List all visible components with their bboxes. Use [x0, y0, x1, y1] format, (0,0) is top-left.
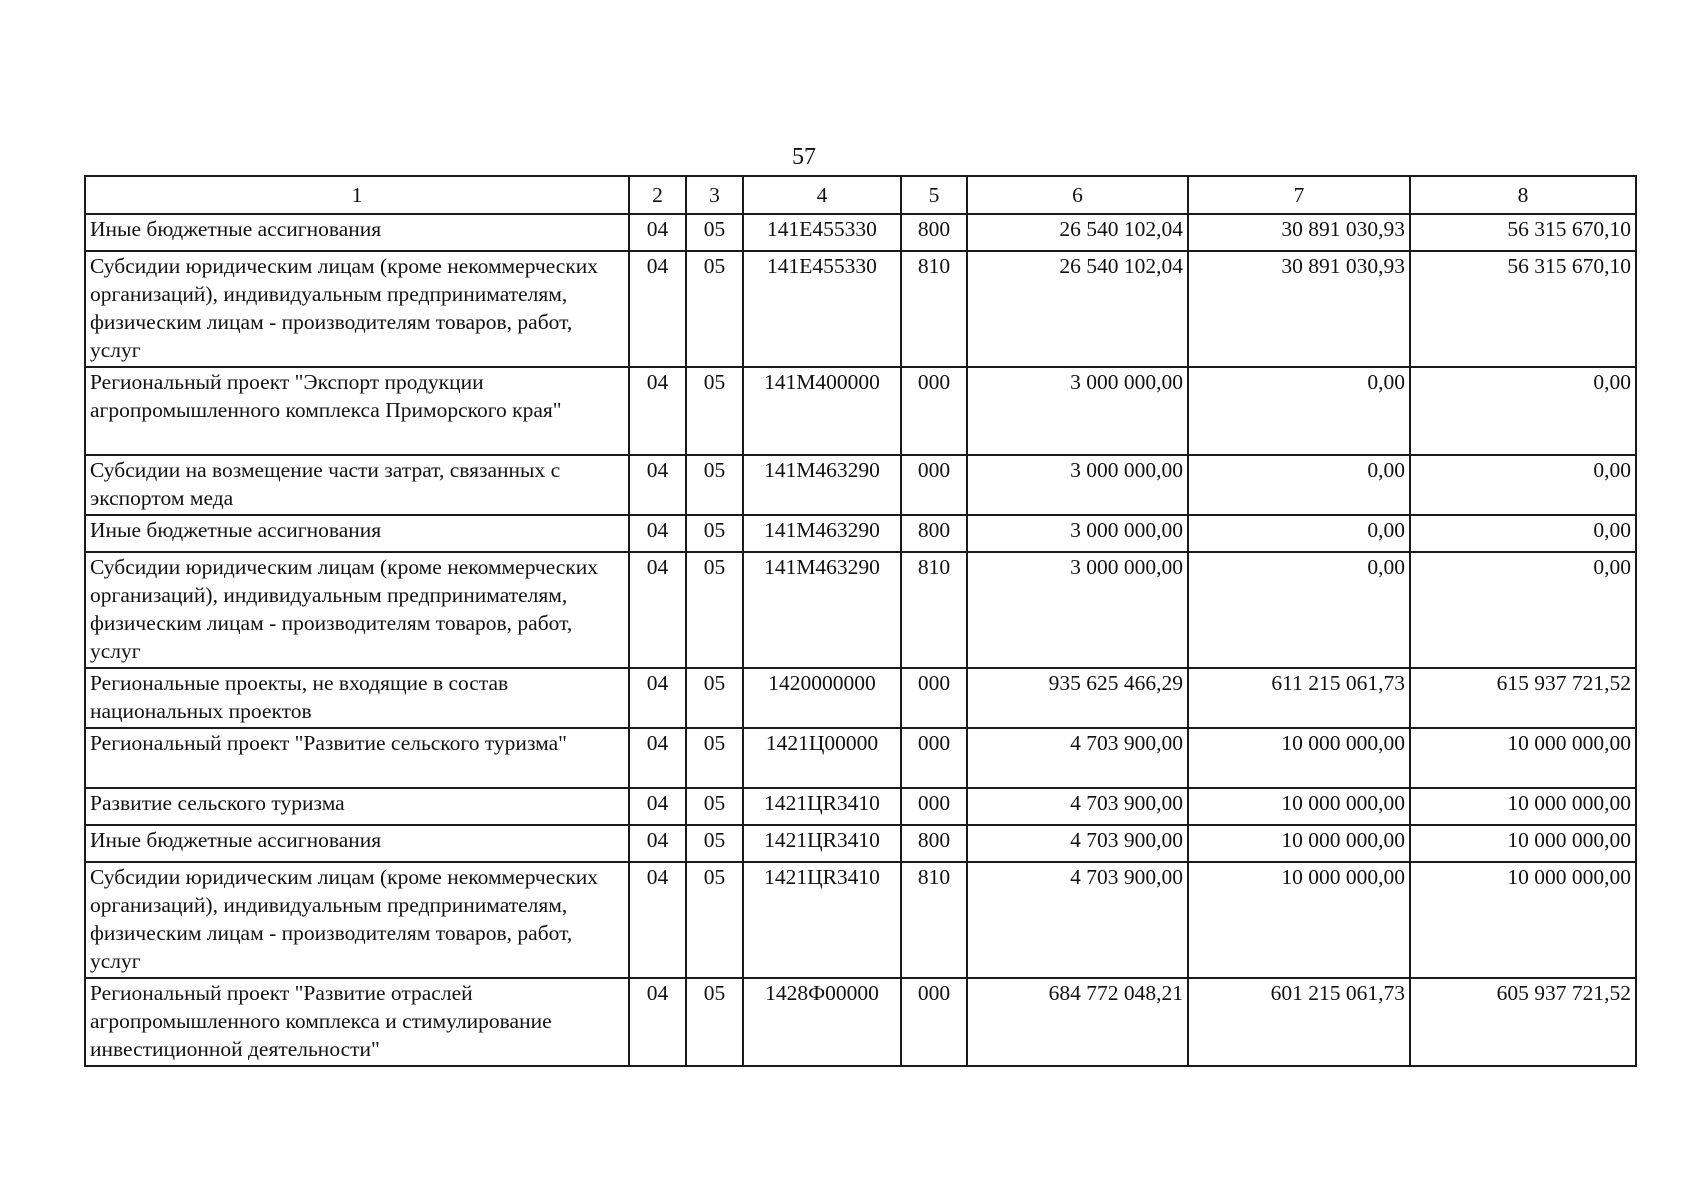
row-subsection: 05 — [686, 515, 743, 552]
row-section: 04 — [629, 251, 686, 367]
column-header-6: 6 — [967, 176, 1188, 214]
table-row — [85, 978, 1636, 1066]
row-expense-type: 800 — [901, 825, 967, 862]
row-amount-7: 10 000 000,00 — [1188, 862, 1410, 978]
column-header-5: 5 — [901, 176, 967, 214]
row-amount-6: 26 540 102,04 — [967, 214, 1188, 251]
header-row — [85, 176, 1636, 214]
row-name: Субсидии юридическим лицам (кроме некоммерческих организаций), индивидуальным предпринимателям, физическим лицам - производителям товаров, работ, услуг — [85, 251, 629, 367]
row-target-code: 141M463290 — [743, 515, 901, 552]
row-target-code: 1421ЦR3410 — [743, 825, 901, 862]
row-expense-type: 000 — [901, 367, 967, 455]
table-row — [85, 668, 1636, 728]
row-expense-type: 810 — [901, 862, 967, 978]
row-name: Региональный проект "Развитие сельского туризма" — [85, 728, 629, 788]
row-expense-type: 800 — [901, 515, 967, 552]
row-target-code: 1428Ф00000 — [743, 978, 901, 1066]
row-amount-6: 3 000 000,00 — [967, 455, 1188, 515]
row-amount-8: 0,00 — [1410, 552, 1636, 668]
row-name: Региональный проект "Экспорт продукции агропромышленного комплекса Приморского края" — [85, 367, 629, 455]
row-amount-7: 0,00 — [1188, 367, 1410, 455]
row-target-code: 1421ЦR3410 — [743, 788, 901, 825]
row-target-code: 1421Ц00000 — [743, 728, 901, 788]
row-amount-8: 0,00 — [1410, 455, 1636, 515]
row-amount-7: 30 891 030,93 — [1188, 251, 1410, 367]
row-name: Региональный проект "Развитие отраслей агропромышленного комплекса и стимулирование инвестиционной деятельности" — [85, 978, 629, 1066]
table-row — [85, 825, 1636, 862]
table-row — [85, 552, 1636, 668]
row-subsection: 05 — [686, 367, 743, 455]
row-amount-6: 3 000 000,00 — [967, 552, 1188, 668]
table-row — [85, 788, 1636, 825]
row-target-code: 141E455330 — [743, 214, 901, 251]
row-section: 04 — [629, 515, 686, 552]
row-amount-6: 3 000 000,00 — [967, 367, 1188, 455]
row-section: 04 — [629, 552, 686, 668]
row-amount-6: 684 772 048,21 — [967, 978, 1188, 1066]
row-amount-8: 605 937 721,52 — [1410, 978, 1636, 1066]
row-expense-type: 810 — [901, 251, 967, 367]
row-amount-6: 4 703 900,00 — [967, 788, 1188, 825]
row-target-code: 141M463290 — [743, 552, 901, 668]
table-row — [85, 455, 1636, 515]
row-name: Субсидии юридическим лицам (кроме некоммерческих организаций), индивидуальным предпринимателям, физическим лицам - производителям товаров, работ, услуг — [85, 552, 629, 668]
row-amount-6: 4 703 900,00 — [967, 862, 1188, 978]
row-amount-8: 0,00 — [1410, 367, 1636, 455]
row-amount-8: 0,00 — [1410, 515, 1636, 552]
row-name: Субсидии на возмещение части затрат, связанных с экспортом меда — [85, 455, 629, 515]
row-expense-type: 000 — [901, 668, 967, 728]
row-name: Иные бюджетные ассигнования — [85, 515, 629, 552]
row-amount-7: 0,00 — [1188, 515, 1410, 552]
row-subsection: 05 — [686, 728, 743, 788]
row-name: Региональные проекты, не входящие в состав национальных проектов — [85, 668, 629, 728]
column-header-3: 3 — [686, 176, 743, 214]
row-target-code: 1420000000 — [743, 668, 901, 728]
row-amount-8: 10 000 000,00 — [1410, 788, 1636, 825]
row-subsection: 05 — [686, 552, 743, 668]
row-subsection: 05 — [686, 788, 743, 825]
row-amount-6: 4 703 900,00 — [967, 728, 1188, 788]
column-header-1: 1 — [85, 176, 629, 214]
row-target-code: 141E455330 — [743, 251, 901, 367]
page-number: 57 — [792, 144, 816, 170]
table-row — [85, 251, 1636, 367]
row-subsection: 05 — [686, 251, 743, 367]
row-name: Иные бюджетные ассигнования — [85, 214, 629, 251]
column-header-8: 8 — [1410, 176, 1636, 214]
row-name: Развитие сельского туризма — [85, 788, 629, 825]
row-subsection: 05 — [686, 862, 743, 978]
row-amount-7: 611 215 061,73 — [1188, 668, 1410, 728]
table-row — [85, 515, 1636, 552]
row-amount-7: 0,00 — [1188, 552, 1410, 668]
row-section: 04 — [629, 668, 686, 728]
column-header-4: 4 — [743, 176, 901, 214]
row-expense-type: 000 — [901, 788, 967, 825]
row-amount-8: 10 000 000,00 — [1410, 825, 1636, 862]
row-amount-6: 3 000 000,00 — [967, 515, 1188, 552]
row-name: Иные бюджетные ассигнования — [85, 825, 629, 862]
row-subsection: 05 — [686, 455, 743, 515]
row-expense-type: 000 — [901, 728, 967, 788]
row-target-code: 1421ЦR3410 — [743, 862, 901, 978]
row-amount-8: 10 000 000,00 — [1410, 728, 1636, 788]
row-expense-type: 800 — [901, 214, 967, 251]
row-name: Субсидии юридическим лицам (кроме некоммерческих организаций), индивидуальным предпринимателям, физическим лицам - производителям товаров, работ, услуг — [85, 862, 629, 978]
row-section: 04 — [629, 455, 686, 515]
row-subsection: 05 — [686, 825, 743, 862]
row-expense-type: 000 — [901, 455, 967, 515]
table-row — [85, 862, 1636, 978]
row-amount-7: 0,00 — [1188, 455, 1410, 515]
row-amount-8: 56 315 670,10 — [1410, 214, 1636, 251]
row-amount-6: 26 540 102,04 — [967, 251, 1188, 367]
column-header-7: 7 — [1188, 176, 1410, 214]
row-amount-8: 56 315 670,10 — [1410, 251, 1636, 367]
row-amount-7: 10 000 000,00 — [1188, 825, 1410, 862]
table-row — [85, 367, 1636, 455]
table-row — [85, 214, 1636, 251]
row-subsection: 05 — [686, 214, 743, 251]
row-amount-7: 30 891 030,93 — [1188, 214, 1410, 251]
row-section: 04 — [629, 214, 686, 251]
row-subsection: 05 — [686, 978, 743, 1066]
budget-table — [84, 175, 1637, 1067]
row-target-code: 141M400000 — [743, 367, 901, 455]
row-amount-7: 10 000 000,00 — [1188, 788, 1410, 825]
table-row — [85, 728, 1636, 788]
column-header-2: 2 — [629, 176, 686, 214]
row-section: 04 — [629, 862, 686, 978]
row-amount-6: 4 703 900,00 — [967, 825, 1188, 862]
row-expense-type: 000 — [901, 978, 967, 1066]
row-section: 04 — [629, 728, 686, 788]
row-subsection: 05 — [686, 668, 743, 728]
row-amount-6: 935 625 466,29 — [967, 668, 1188, 728]
row-section: 04 — [629, 978, 686, 1066]
row-amount-8: 615 937 721,52 — [1410, 668, 1636, 728]
row-section: 04 — [629, 825, 686, 862]
row-section: 04 — [629, 788, 686, 825]
row-amount-8: 10 000 000,00 — [1410, 862, 1636, 978]
row-amount-7: 10 000 000,00 — [1188, 728, 1410, 788]
row-section: 04 — [629, 367, 686, 455]
row-expense-type: 810 — [901, 552, 967, 668]
row-target-code: 141M463290 — [743, 455, 901, 515]
row-amount-7: 601 215 061,73 — [1188, 978, 1410, 1066]
